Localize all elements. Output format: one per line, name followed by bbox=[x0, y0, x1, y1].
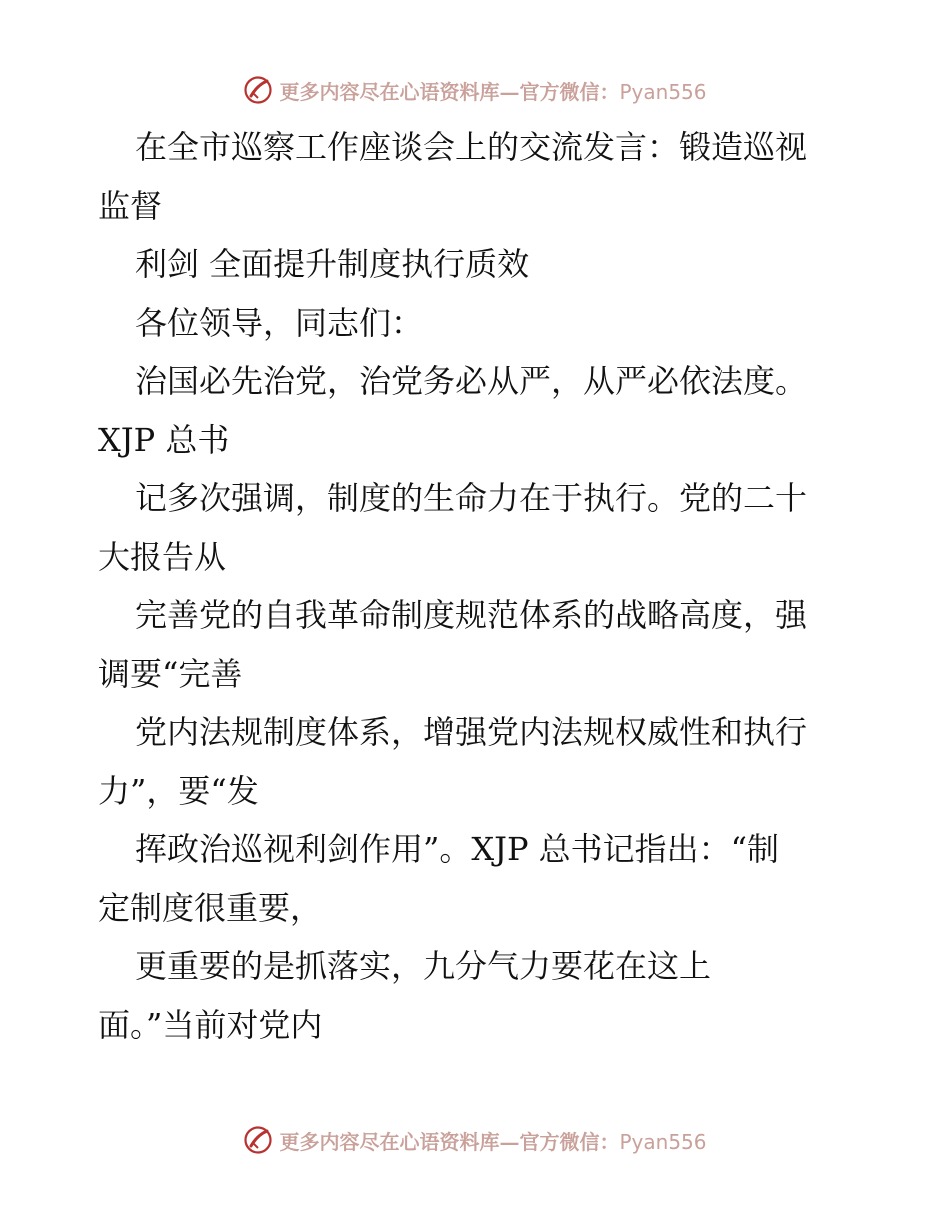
wechat-id: Pyan556 bbox=[619, 1129, 707, 1154]
banner-label: 更多内容尽在心语资料库—官方微信： bbox=[279, 79, 620, 104]
text-line: 面。”当前对党内 bbox=[98, 1005, 323, 1044]
text-line: 党内法规制度体系，增强党内法规权威性和执行 bbox=[135, 713, 808, 751]
text-line: 完善党的自我革命制度规范体系的战略高度，强 bbox=[135, 596, 808, 634]
text-line: 力”，要“发 bbox=[98, 771, 259, 810]
brush-logo-icon bbox=[243, 75, 273, 105]
wechat-id: Pyan556 bbox=[619, 79, 707, 104]
text-line: 各位领导，同志们： bbox=[135, 303, 424, 342]
banner-label: 更多内容尽在心语资料库—官方微信： bbox=[279, 1129, 620, 1154]
text-line: 在全市巡察工作座谈会上的交流发言：锻造巡视 bbox=[135, 128, 808, 166]
footer-banner bbox=[0, 1120, 950, 1160]
text-line: 监督 bbox=[98, 186, 163, 225]
banner-text bbox=[279, 76, 706, 105]
text-line: XJP 总书 bbox=[98, 420, 230, 459]
text-line: 更重要的是抓落实，九分气力要花在这上 bbox=[135, 947, 712, 985]
text-line: 记多次强调，制度的生命力在于执行。党的二十 bbox=[135, 479, 808, 517]
text-line: 调要“完善 bbox=[98, 654, 243, 693]
text-line: 定制度很重要， bbox=[98, 888, 323, 927]
header-banner bbox=[0, 70, 950, 110]
text-line: 大报告从 bbox=[98, 537, 227, 576]
text-line: 挥政治巡视利剑作用”。XJP 总书记指出：“制 bbox=[135, 830, 780, 868]
document-body bbox=[98, 118, 878, 1054]
text-line: 利剑 全面提升制度执行质效 bbox=[135, 245, 530, 283]
banner-text bbox=[279, 1126, 706, 1155]
brush-logo-icon bbox=[243, 1125, 273, 1155]
text-line: 治国必先治党，治党务必从严，从严必依法度。 bbox=[135, 362, 808, 400]
